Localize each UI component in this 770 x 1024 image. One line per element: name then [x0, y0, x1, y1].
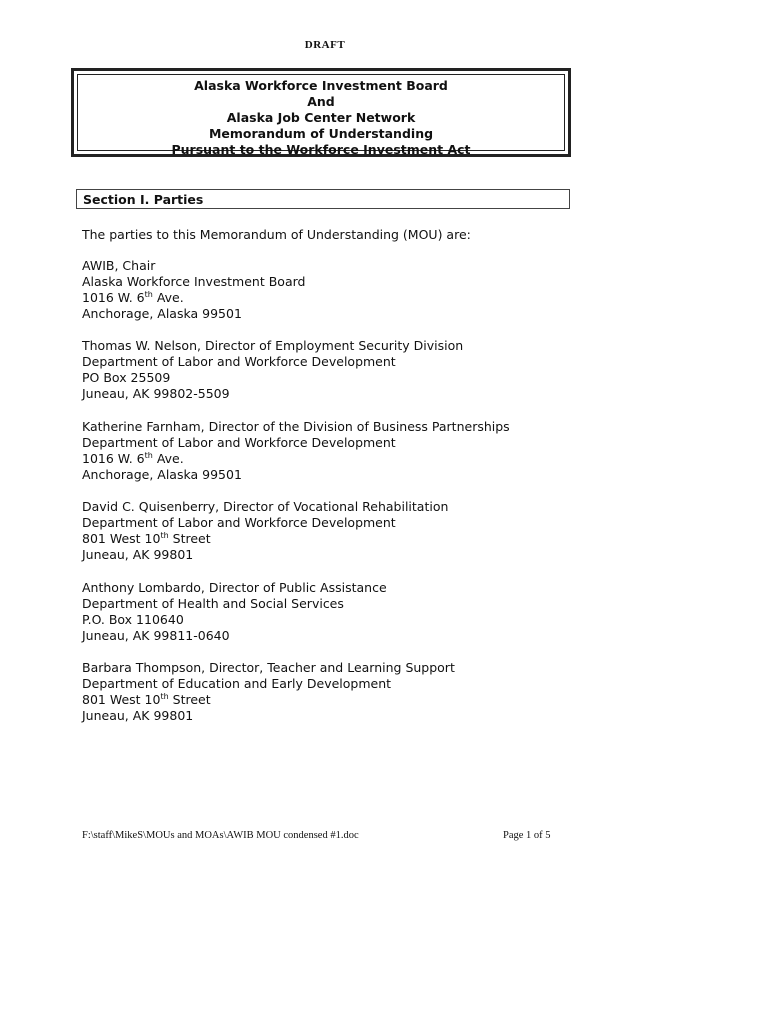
- party-name: Thomas W. Nelson, Director of Employment Security Division: [82, 338, 464, 353]
- title-box: [71, 68, 571, 157]
- party-address: PO Box 25509: [82, 370, 171, 385]
- party-org: Department of Labor and Workforce Development: [82, 435, 396, 450]
- party-address: 801 West 10th Street: [82, 691, 211, 707]
- party-block: [82, 499, 448, 563]
- party-org: Department of Health and Social Services: [82, 596, 344, 611]
- section-heading: Section I. Parties: [83, 192, 204, 207]
- draft-label: DRAFT: [304, 39, 346, 51]
- party-org: Department of Education and Early Development: [82, 676, 392, 691]
- party-name: AWIB, Chair: [82, 258, 156, 273]
- section-heading-box: [76, 189, 570, 209]
- party-block: [82, 419, 510, 483]
- party-city: Anchorage, Alaska 99501: [82, 306, 242, 321]
- party-address: 1016 W. 6th Ave.: [82, 289, 184, 305]
- party-city: Juneau, AK 99801: [82, 708, 194, 723]
- footer-page-number: Page 1 of 5: [503, 830, 551, 841]
- party-org: Department of Labor and Workforce Development: [82, 515, 396, 530]
- party-city: Anchorage, Alaska 99501: [82, 467, 242, 482]
- party-name: David C. Quisenberry, Director of Vocational Rehabilitation: [82, 499, 449, 514]
- party-address: 801 West 10th Street: [82, 530, 211, 546]
- party-name: Katherine Farnham, Director of the Division of Business Partnerships: [82, 419, 510, 434]
- party-org: Alaska Workforce Investment Board: [82, 274, 306, 289]
- party-city: Juneau, AK 99802-5509: [82, 386, 230, 401]
- intro-text: The parties to this Memorandum of Understanding (MOU) are:: [82, 227, 471, 242]
- party-org: Department of Labor and Workforce Development: [82, 354, 396, 369]
- party-city: Juneau, AK 99801: [82, 547, 194, 562]
- party-address: P.O. Box 110640: [82, 612, 184, 627]
- title-line: Alaska Job Center Network: [226, 110, 416, 125]
- title-block: [74, 78, 568, 158]
- party-name: Anthony Lombardo, Director of Public Assistance: [82, 580, 387, 595]
- title-line: Alaska Workforce Investment Board: [194, 78, 448, 93]
- title-line: And: [307, 94, 335, 109]
- title-line: Pursuant to the Workforce Investment Act: [171, 142, 471, 157]
- party-block: [82, 338, 463, 402]
- party-address: 1016 W. 6th Ave.: [82, 450, 184, 466]
- party-block: [82, 580, 387, 644]
- footer-file-path: F:\staff\MikeS\MOUs and MOAs\AWIB MOU condensed #1.doc: [82, 830, 359, 841]
- party-block: [82, 258, 305, 322]
- title-line: Memorandum of Understanding: [208, 126, 434, 141]
- party-name: Barbara Thompson, Director, Teacher and Learning Support: [82, 660, 455, 675]
- party-block: [82, 660, 455, 724]
- party-city: Juneau, AK 99811-0640: [82, 628, 230, 643]
